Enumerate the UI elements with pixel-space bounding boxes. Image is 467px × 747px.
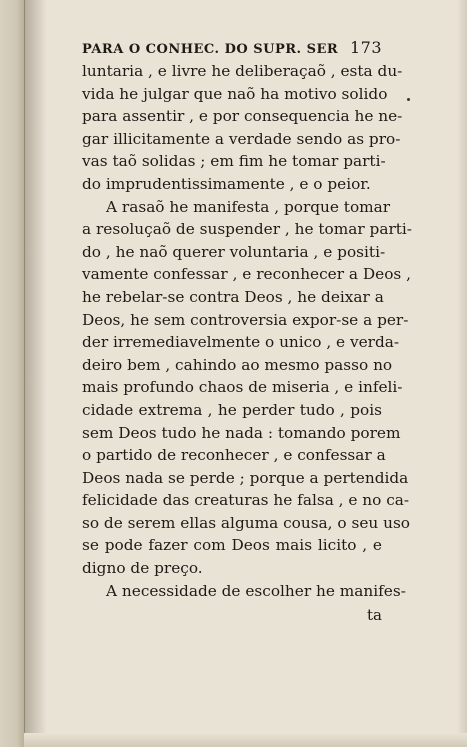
text-line: Deos nada se perde ; porque a pertendida (82, 468, 409, 487)
catchword: ta (367, 606, 382, 625)
page-number: 173 (349, 38, 382, 57)
text-line: do , he naõ querer voluntaria , e positi- (82, 242, 386, 261)
text-line: so de serem ellas alguma cousa, o seu uso (82, 513, 411, 532)
text-line: mais profundo chaos de miseria , e infeli- (82, 378, 403, 397)
page-right-edge (457, 0, 467, 747)
running-header (82, 36, 382, 60)
text-line: luntaria , e livre he deliberaçaõ , esta du- (82, 62, 403, 80)
text-line: felicidade das creaturas he falsa , e no ca- (82, 491, 410, 510)
text-block (82, 36, 412, 626)
text-line: a resoluçaõ de suspender , he tomar parti- (82, 220, 412, 239)
gutter-shadow (25, 0, 47, 747)
text-line: gar illicitamente a verdade sendo as pro- (82, 129, 401, 148)
facing-page-edge (0, 0, 25, 747)
text-line: se pode fazer com Deos mais licito , e (82, 536, 382, 555)
paragraph-start-line: A necessidade de escolher he manifes- (106, 581, 406, 600)
text-line: der irremediavelmente o unico , e verda- (82, 333, 400, 352)
text-line: o partido de reconhecer , e confessar a (82, 446, 386, 465)
text-line: he rebelar-se contra Deos , he deixar a (82, 287, 384, 306)
paragraph-start-line: A rasaõ he manifesta , porque tomar (106, 197, 391, 216)
text-line: cidade extrema , he perder tudo , pois (82, 400, 382, 419)
text-line: vamente confessar , e reconhecer a Deos , (82, 265, 411, 284)
text-line: deiro bem , cahindo ao mesmo passo no (82, 355, 393, 374)
text-line: sem Deos tudo he nada : tomando porem (82, 423, 401, 442)
running-title: PARA O CONHEC. DO SUPR. SER (82, 42, 339, 57)
text-line: para assentir , e por consequencia he ne- (82, 107, 403, 126)
text-line: vas taõ solidas ; em fim he tomar parti- (82, 152, 386, 171)
text-line: Deos, he sem controversia expor-se a per- (82, 310, 409, 329)
text-line: vida he julgar que naõ ha motivo solido (82, 84, 388, 103)
page-bottom-edge (24, 733, 467, 747)
text-line: do imprudentissimamente , e o peior. (82, 174, 371, 193)
text-line: digno de preço. (82, 559, 203, 578)
ink-speck (407, 98, 410, 101)
